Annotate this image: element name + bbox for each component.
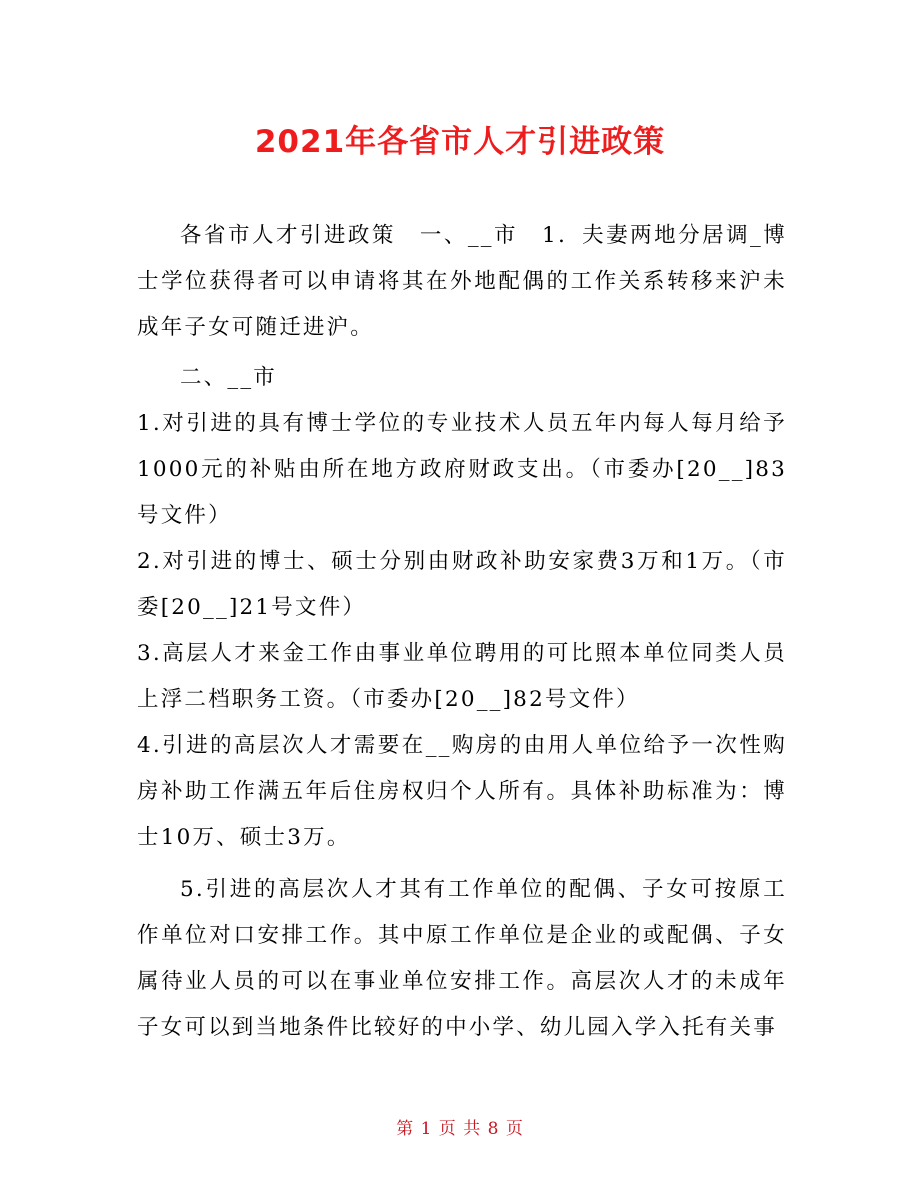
document-body: [137, 213, 787, 1051]
paragraph-3: 1.对引进的具有博士学位的专业技术人员五年内每人每月给予1000元的补贴由所在地方政府财政支出。（市委办[20__]83号文件）: [137, 411, 787, 528]
paragraph-6: 4.引进的高层次人才需要在__购房的由用人单位给予一次性购房补助工作满五年后住房权归个人所有。具体补助标准为：博士10万、硕士3万。: [137, 733, 787, 850]
page-number-footer: 第 1 页 共 8 页: [396, 1119, 524, 1139]
document-title: 2021年各省市人才引进政策: [254, 124, 666, 160]
paragraph-2: 二、__市: [180, 365, 278, 390]
paragraph-5: 3.高层人才来金工作由事业单位聘用的可比照本单位同类人员上浮二档职务工资。（市委办[20__]82号文件）: [137, 641, 787, 712]
paragraph-7: 5.引进的高层次人才其有工作单位的配偶、子女可按原工作单位对口安排工作。其中原工作单位是企业的或配偶、子女属待业人员的可以在事业单位安排工作。高层次人才的未成年子女可以到当地条件比较好的中小学、幼儿园入学入托有关事: [137, 877, 787, 1040]
paragraph-1: 各省市人才引进政策 一、__市 1．夫妻两地分居调_博士学位获得者可以申请将其在外地配偶的工作关系转移来沪未成年子女可随迁进沪。: [137, 223, 787, 340]
paragraph-4: 2.对引进的博士、硕士分别由财政补助安家费3万和1万。（市委[20__]21号文件）: [137, 549, 787, 620]
